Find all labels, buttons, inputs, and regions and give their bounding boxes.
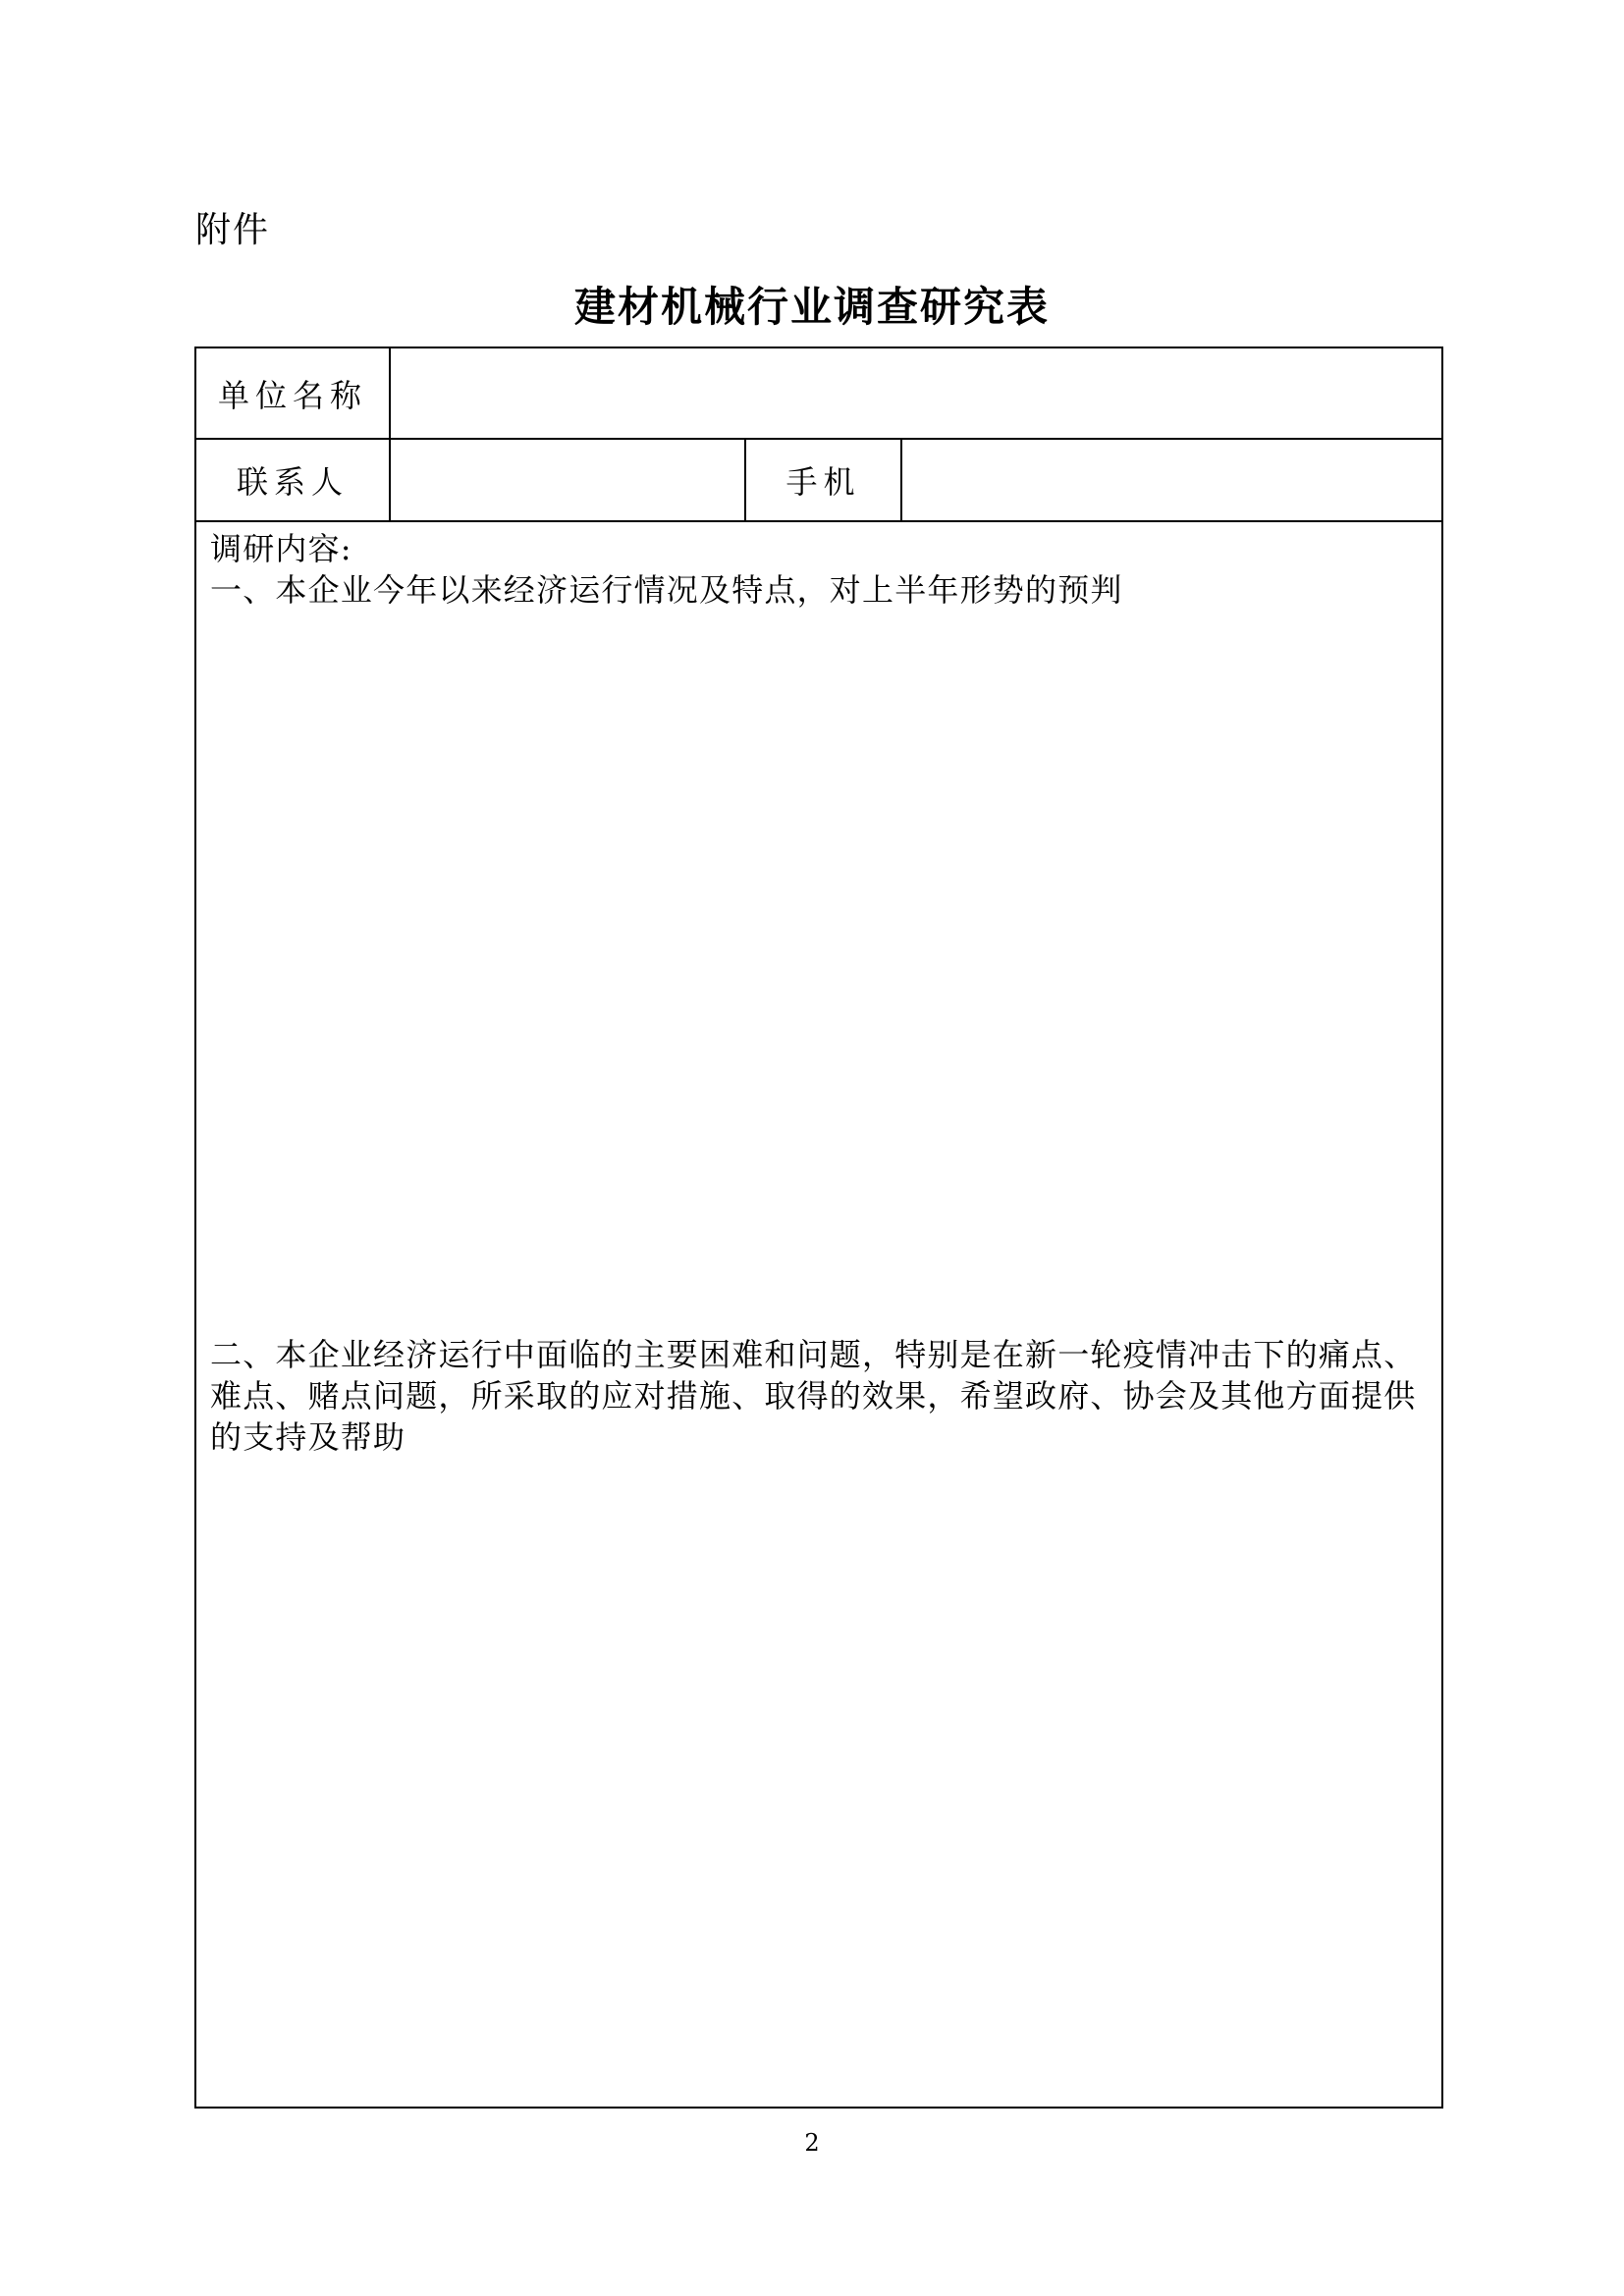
contact-label: 联系人 xyxy=(195,439,390,521)
survey-content-area[interactable] xyxy=(195,521,1442,2108)
question-1: 一、本企业今年以来经济运行情况及特点，对上半年形势的预判 xyxy=(210,571,1123,609)
question-2: 二、本企业经济运行中面临的主要困难和问题，特别是在新一轮疫情冲击下的痛点、难点、赌点问题，所采取的应对措施、取得的效果，希望政府、协会及其他方面提供的支持及帮助 xyxy=(210,1336,1417,1456)
phone-label: 手机 xyxy=(745,439,901,521)
contact-field[interactable] xyxy=(390,439,745,521)
unit-name-field[interactable] xyxy=(390,347,1442,439)
unit-name-label: 单位名称 xyxy=(195,347,390,439)
content-heading: 调研内容: xyxy=(210,530,352,567)
content-row xyxy=(195,521,1442,2108)
page-number: 2 xyxy=(804,2129,820,2157)
survey-table xyxy=(194,347,1443,2109)
document-title: 建材机械行业调查研究表 xyxy=(573,283,1050,331)
attachment-label: 附件 xyxy=(195,210,271,250)
contact-row xyxy=(195,439,1442,521)
unit-name-row xyxy=(195,347,1442,439)
phone-field[interactable] xyxy=(901,439,1442,521)
